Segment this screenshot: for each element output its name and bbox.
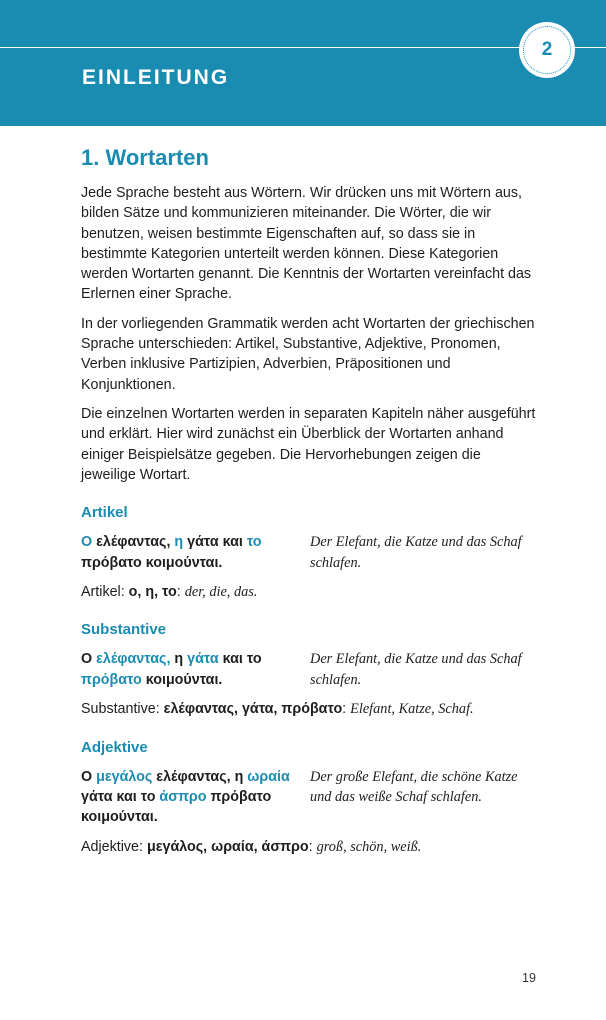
highlight-word: πρόβατο [81,671,142,688]
greek-sentence [81,767,308,828]
sentence-part: η [170,651,188,668]
intro-paragraph-3: Die einzelnen Wortarten werden in separaten Kapiteln näher ausgeführt und erklärt. Hier wird zunächst ein Überblick der Wortarten anhand einiger Beispielsätze gegeben. Die Hervorhebungen zeigen die jeweilige Wortart. [81,405,536,483]
greek-sentence [81,649,308,690]
subheading-adjektive: Adjektive [81,738,148,756]
highlight-word: Ο [81,534,93,551]
summary-words: ελέφαντας, γάτα, πρόβατο [163,701,343,718]
chapter-number-badge [519,22,575,78]
german-translation: Der Elefant, die Katze und das Schaf schlafen. [310,651,522,688]
greek-sentence [81,532,308,573]
german-translation: Der Elefant, die Katze und das Schaf schlafen. [310,534,522,571]
section-adjektive [81,738,537,858]
example-row [81,649,537,690]
summary-meaning: groß, schön, weiß. [316,838,422,855]
summary-words: μεγάλος, ωραία, άσπρο [146,838,309,855]
chapter-number: 2 [523,26,571,74]
example-row [81,532,537,573]
sentence-part: Ο [81,651,97,668]
subheading-artikel: Artikel [81,504,128,522]
sentence-part: και το [218,651,262,668]
highlight-word: μεγάλος [96,768,153,785]
sentence-part: πρόβατο κοιμούνται. [81,554,223,571]
section-substantive [81,620,537,719]
highlight-word: το [246,534,262,551]
sentence-part: γάτα και [183,534,247,551]
subheading-substantive: Substantive [81,621,167,639]
highlight-word: η [174,534,184,551]
sentence-part: κοιμούνται. [141,671,223,688]
summary-label: Artikel: [81,583,129,600]
sentence-part: πρόβατο κοιμούνται. [81,789,272,826]
page-content [81,143,537,857]
page-number: 19 [522,971,536,985]
highlight-word: άσπρο [159,789,207,805]
intro-paragraph-1: Jede Sprache besteht aus Wörtern. Wir drücken uns mit Wörtern aus, bilden Sätze und kommunizieren miteinander. Die Wörter, die wir benutzen, weisen bestimmte Eigenschaften auf, so dass sie in bestimmte Kategorien unterteilt werden können. Diese Kategorien werden Wortarten genannt. Die Kenntnis der Wortarten vereinfacht das Erlernen einer Sprache. [81,185,532,303]
chapter-title: EINLEITUNG [82,66,230,89]
sentence-part: ελέφαντας, [92,534,175,551]
header-divider-line [0,47,606,48]
summary-separator: : [176,583,185,600]
summary-words: ο, η, το [128,583,177,600]
summary-separator: : [342,701,351,718]
highlight-word: γάτα [187,651,219,668]
chapter-header-band [0,0,606,126]
sentence-part: ελέφαντας, η [152,768,248,785]
intro-paragraph-2: In der vorliegenden Grammatik werden acht Wortarten der griechischen Sprache unterschieden: Artikel, Substantive, Adjektive, Pronomen, Verben inklusive Partizipien, Adverbien, Präpositionen und Konjunktionen. [81,315,535,393]
german-translation: Der große Elefant, die schöne Katze und das weiße Schaf schlafen. [310,768,518,805]
summary-meaning: der, die, das. [184,583,258,600]
summary-separator: : [308,838,317,855]
section-heading: 1. Wortarten [81,145,209,170]
summary-label: Adjektive: [81,838,147,855]
sentence-part: γάτα και το [81,789,160,805]
section-artikel [81,503,537,602]
summary-meaning: Elefant, Katze, Schaf. [350,701,474,718]
summary-line [81,699,537,719]
highlight-word: ελέφαντας, [96,651,171,668]
summary-label: Substantive: [81,701,164,718]
sentence-part: Ο [81,768,97,785]
summary-line [81,837,537,857]
example-row [81,767,537,828]
summary-line [81,582,537,602]
highlight-word: ωραία [247,768,290,785]
